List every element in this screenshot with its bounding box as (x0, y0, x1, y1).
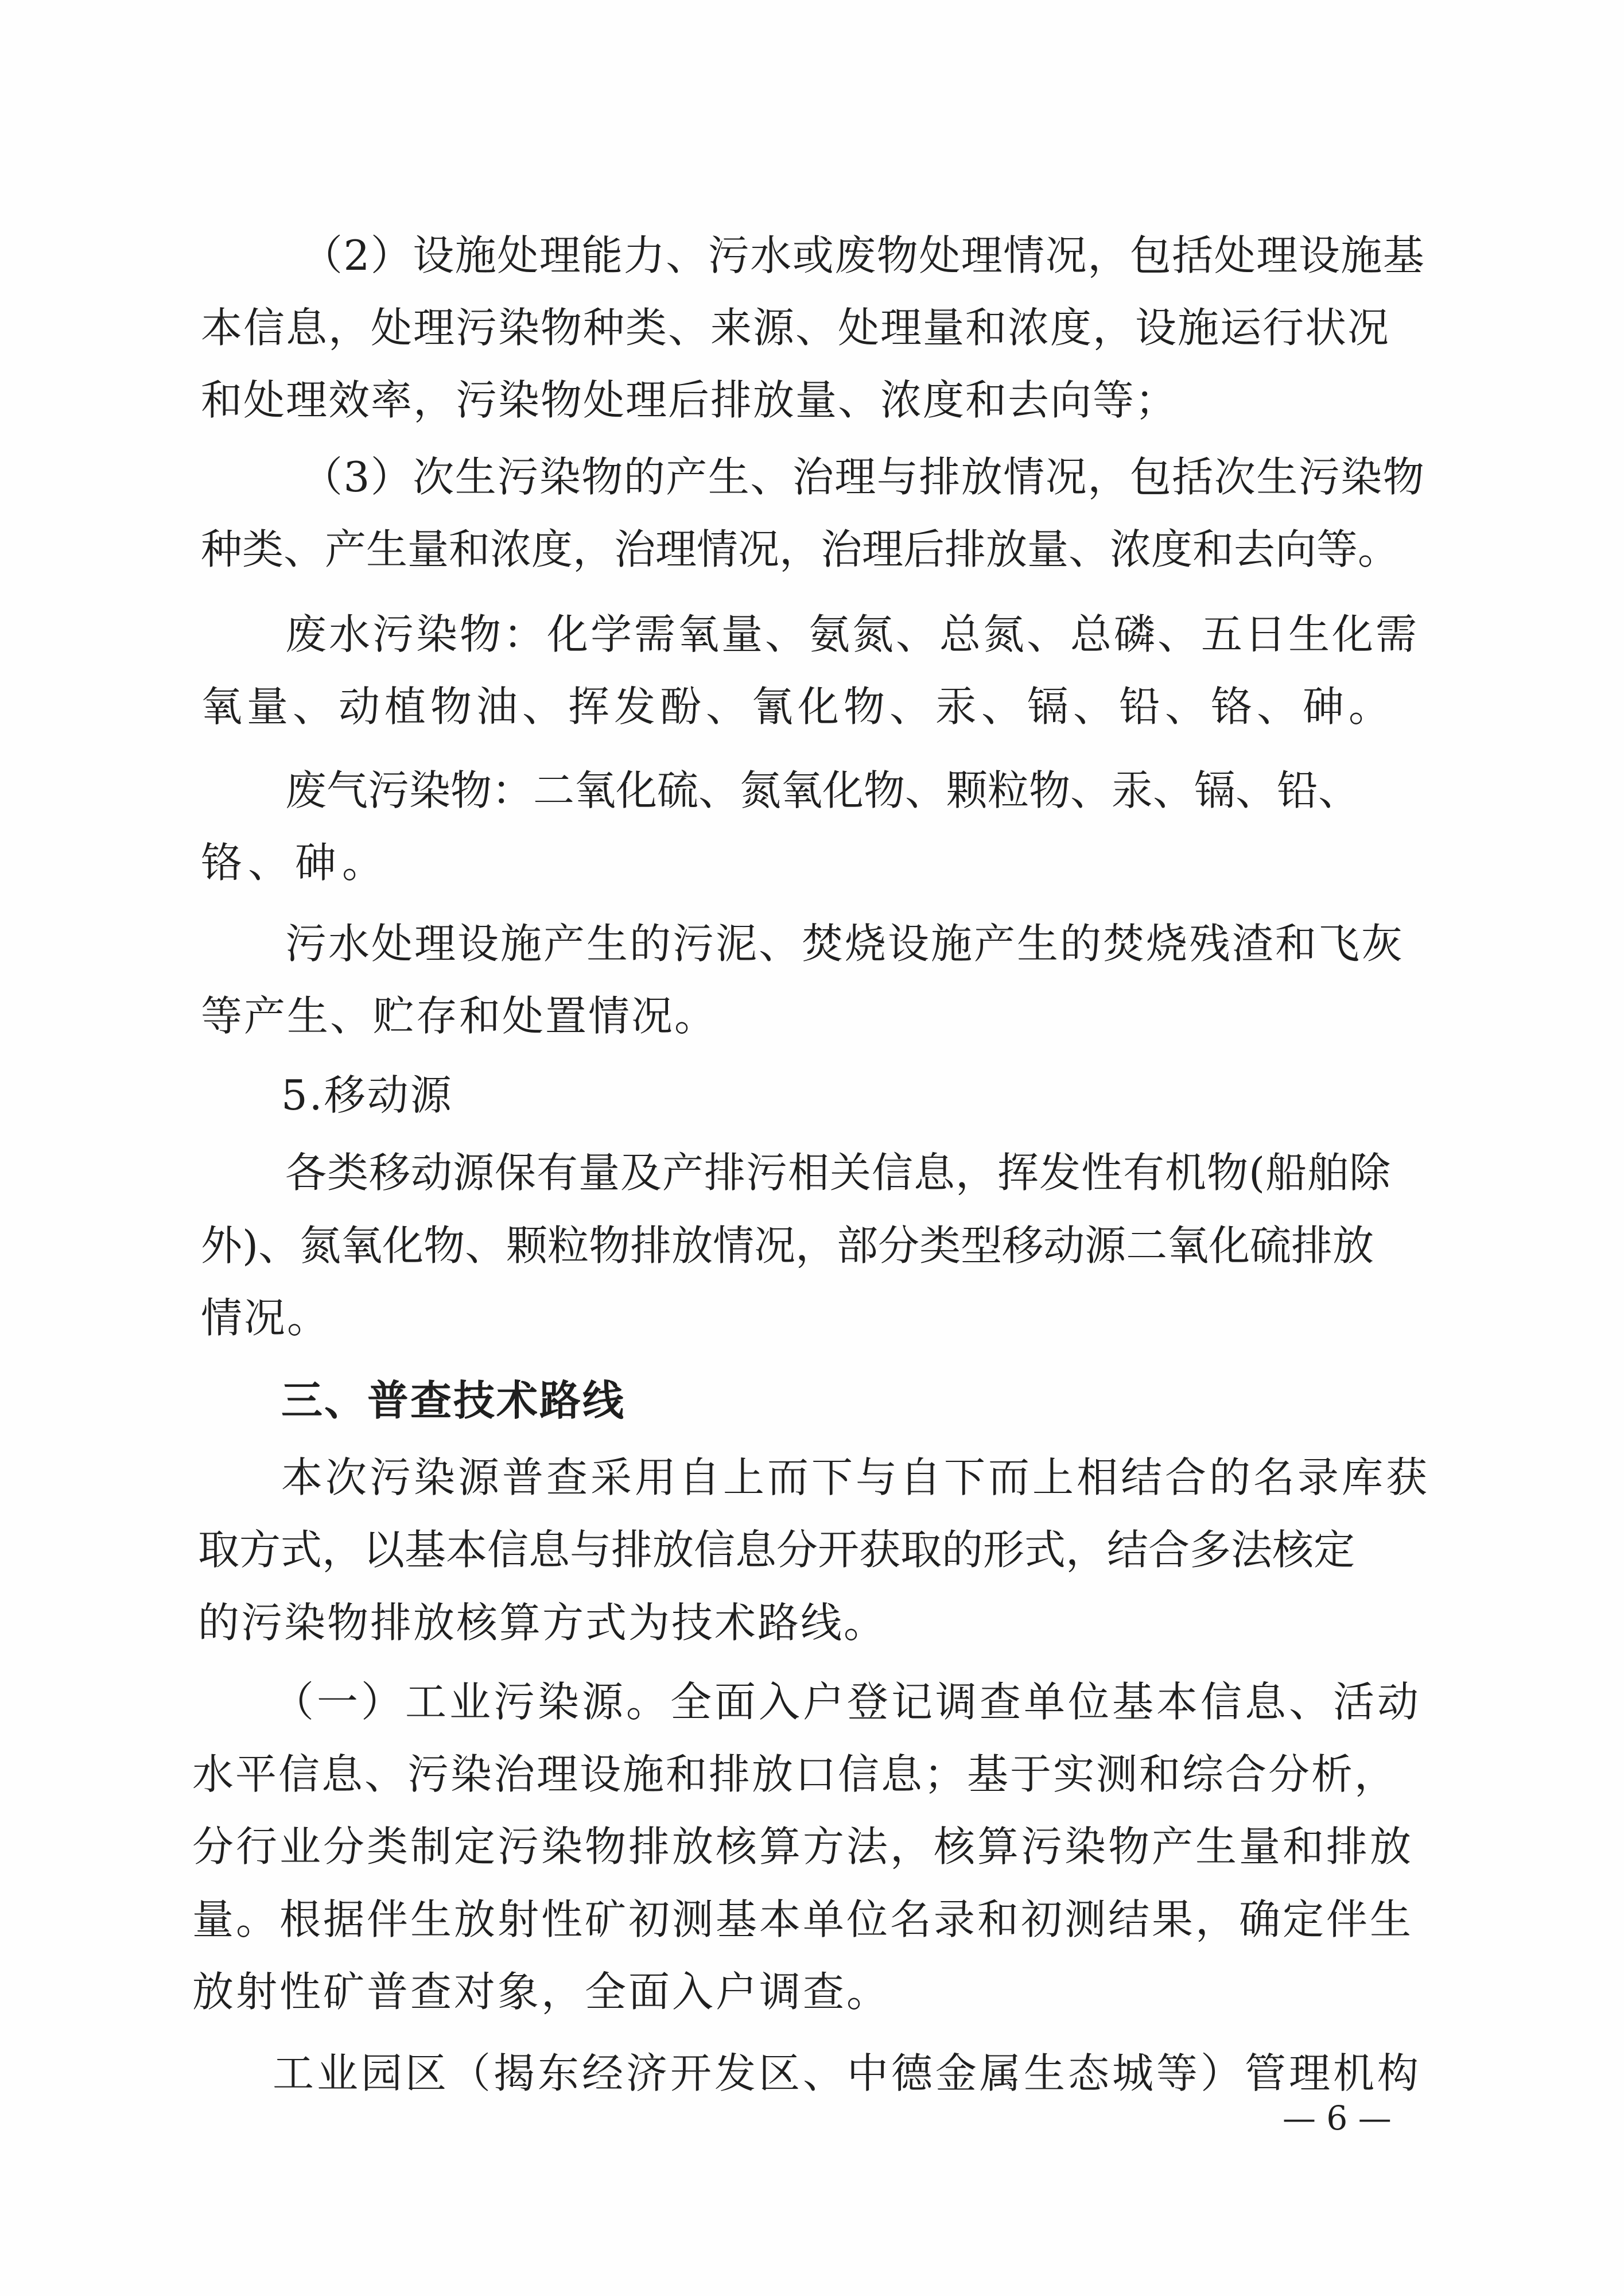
text-line: 放射性矿普查对象，全面入户调查。 (192, 1968, 891, 2016)
text-line: 废水污染物：化学需氧量、氨氮、总氮、总磷、五日生化需 (285, 610, 1420, 658)
page-number: — 6 — (1283, 2099, 1392, 2138)
text-line: 种类、产生量和浓度，治理情况，治理后排放量、浓度和去向等。 (201, 525, 1400, 573)
text-line: 5.移动源 (281, 1071, 453, 1119)
text-line: （2）设施处理能力、污水或废物处理情况，包括处理设施基 (301, 231, 1425, 280)
text-line: 的污染物排放核算方式为技术路线。 (198, 1599, 887, 1647)
text-line: 等产生、贮存和处置情况。 (201, 992, 718, 1040)
text-line: 本次污染源普查采用自上而下与自下而上相结合的名录库获 (281, 1453, 1431, 1502)
section-heading: 三、普查技术路线 (281, 1376, 626, 1425)
text-line: 量。根据伴生放射性矿初测基本单位名录和初测结果，确定伴生 (192, 1895, 1414, 1944)
text-line: 取方式，以基本信息与排放信息分开获取的形式，结合多法核定 (198, 1526, 1355, 1574)
text-line: 分行业分类制定污染物排放核算方法，核算污染物产生量和排放 (192, 1822, 1414, 1871)
text-line: 情况。 (201, 1294, 331, 1342)
text-line: 本信息，处理污染物种类、来源、处理量和浓度，设施运行状况 (201, 304, 1390, 352)
text-line: 铬、砷。 (201, 839, 390, 887)
text-line: 污水处理设施产生的污泥、焚烧设施产生的焚烧残渣和飞灰 (285, 920, 1405, 968)
text-line: （一）工业污染源。全面入户登记调查单位基本信息、活动 (273, 1678, 1422, 1726)
text-line: 各类移动源保有量及产排污相关信息，挥发性有机物(船舶除 (285, 1149, 1392, 1197)
text-line: 工业园区（揭东经济开发区、中德金属生态城等）管理机构 (273, 2049, 1422, 2097)
text-line: 废气污染物：二氧化硫、氮氧化物、颗粒物、汞、镉、铅、 (285, 766, 1360, 815)
text-line: 外)、氮氧化物、颗粒物排放情况，部分类型移动源二氧化硫排放 (201, 1221, 1374, 1270)
text-line: （3）次生污染物的产生、治理与排放情况，包括次生污染物 (301, 453, 1425, 501)
text-line: 氧量、动植物油、挥发酚、氰化物、汞、镉、铅、铬、砷。 (201, 682, 1395, 731)
text-line: 和处理效率，污染物处理后排放量、浓度和去向等； (201, 376, 1178, 424)
text-line: 水平信息、污染治理设施和排放口信息；基于实测和综合分析， (192, 1750, 1398, 1798)
